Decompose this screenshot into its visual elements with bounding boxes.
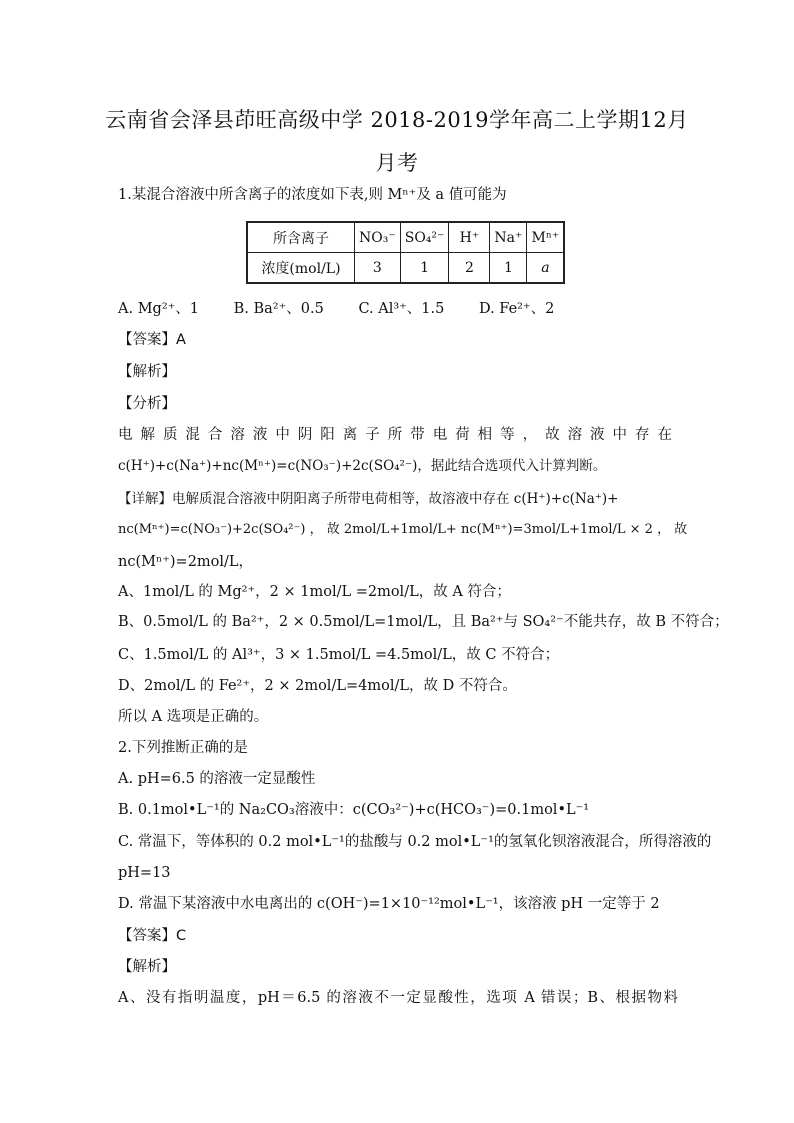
table-header-cell: Mⁿ⁺ — [527, 222, 565, 253]
table-header-cell: H⁺ — [449, 222, 490, 253]
table-cell: 1 — [490, 253, 527, 284]
q1-case-b: B、0.5mol/L 的 Ba²⁺，2 × 0.5mol/L=1mol/L，且 Ba²⁺与 SO₄²⁻不能共存，故 B 不符合； — [118, 614, 729, 630]
table-cell: 3 — [355, 253, 401, 284]
q1-jiexi-heading: 【解析】 — [118, 364, 176, 380]
q1-case-d: D、2mol/L 的 Fe²⁺，2 × 2mol/L=4mol/L，故 D 不符合。 — [118, 678, 517, 694]
q1-fenxi-line1: 电解质混合溶液中阴阳离子所带电荷相等，故溶液中存在 — [118, 427, 678, 443]
table-header-cell: SO₄²⁻ — [400, 222, 449, 253]
q2-answer: 【答案】C — [118, 928, 187, 944]
table-cell: 2 — [449, 253, 490, 284]
q2-option-c-line2: pH=13 — [118, 865, 171, 881]
q1-detail-line3: nc(Mⁿ⁺)=2mol/L， — [118, 554, 254, 570]
q1-detail-line2: nc(Mⁿ⁺)=c(NO₃⁻)+2c(SO₄²⁻) ， 故 2mol/L+1mol/L+ nc(Mⁿ⁺)=3mol/L+1mol/L × 2 ， 故 — [118, 522, 688, 537]
table-cell: 浓度(mol/L) — [247, 253, 355, 284]
q2-stem: 2.下列推断正确的是 — [118, 740, 248, 756]
table-cell: a — [527, 253, 565, 284]
q1-detail-line1: 【详解】电解质混合溶液中阴阳离子所带电荷相等，故溶液中存在 c(H⁺)+c(Na⁺)+ — [118, 491, 619, 507]
option-b: B. Ba²⁺、0.5 — [233, 301, 324, 317]
table-header-cell: 所含离子 — [247, 222, 355, 253]
q1-case-a: A、1mol/L 的 Mg²⁺，2 × 1mol/L =2mol/L，故 A 符合； — [118, 584, 511, 600]
table-header-cell: Na⁺ — [490, 222, 527, 253]
q2-option-b: B. 0.1mol•L⁻¹的 Na₂CO₃溶液中：c(CO₃²⁻)+c(HCO₃⁻)=0.1mol•L⁻¹ — [118, 802, 590, 818]
q1-options — [118, 299, 678, 319]
option-d: D. Fe²⁺、2 — [478, 301, 555, 317]
q2-option-c-line1: C. 常温下，等体积的 0.2 mol•L⁻¹的盐酸与 0.2 mol•L⁻¹的氢氧化钡溶液混合，所得溶液的 — [118, 834, 712, 850]
table-cell: 1 — [400, 253, 449, 284]
table-header-cell: NO₃⁻ — [355, 222, 401, 253]
q2-option-a: A. pH=6.5 的溶液一定显酸性 — [118, 771, 316, 787]
q1-conclusion: 所以 A 选项是正确的。 — [118, 709, 269, 725]
ion-concentration-table — [246, 221, 565, 284]
q1-fenxi-line2: c(H⁺)+c(Na⁺)+nc(Mⁿ⁺)=c(NO₃⁻)+2c(SO₄²⁻)，据此结合选项代入计算判断。 — [118, 458, 607, 474]
q2-option-d: D. 常温下某溶液中水电离出的 c(OH⁻)=1×10⁻¹²mol•L⁻¹，该溶液 pH 一定等于 2 — [118, 896, 660, 912]
document-title-line1: 云南省会泽县茚旺高级中学 2018-2019学年高二上学期12月 — [105, 108, 689, 132]
q1-stem: 1.某混合溶液中所含离子的浓度如下表,则 Mⁿ⁺及 a 值可能为 — [118, 187, 507, 203]
option-c: C. Al³⁺、1.5 — [358, 301, 445, 317]
q1-answer: 【答案】A — [118, 332, 186, 348]
q2-analysis-line1: A、没有指明温度，pH＝6.5 的溶液不一定显酸性，选项 A 错误；B、根据物料 — [118, 990, 678, 1006]
document-title-line2: 月考 — [375, 151, 419, 175]
q1-case-c: C、1.5mol/L 的 Al³⁺，3 × 1.5mol/L =4.5mol/L，故 C 不符合； — [118, 647, 560, 663]
q1-fenxi-heading: 【分析】 — [118, 396, 176, 412]
q2-jiexi-heading: 【解析】 — [118, 959, 176, 975]
option-a: A. Mg²⁺、1 — [118, 301, 200, 317]
